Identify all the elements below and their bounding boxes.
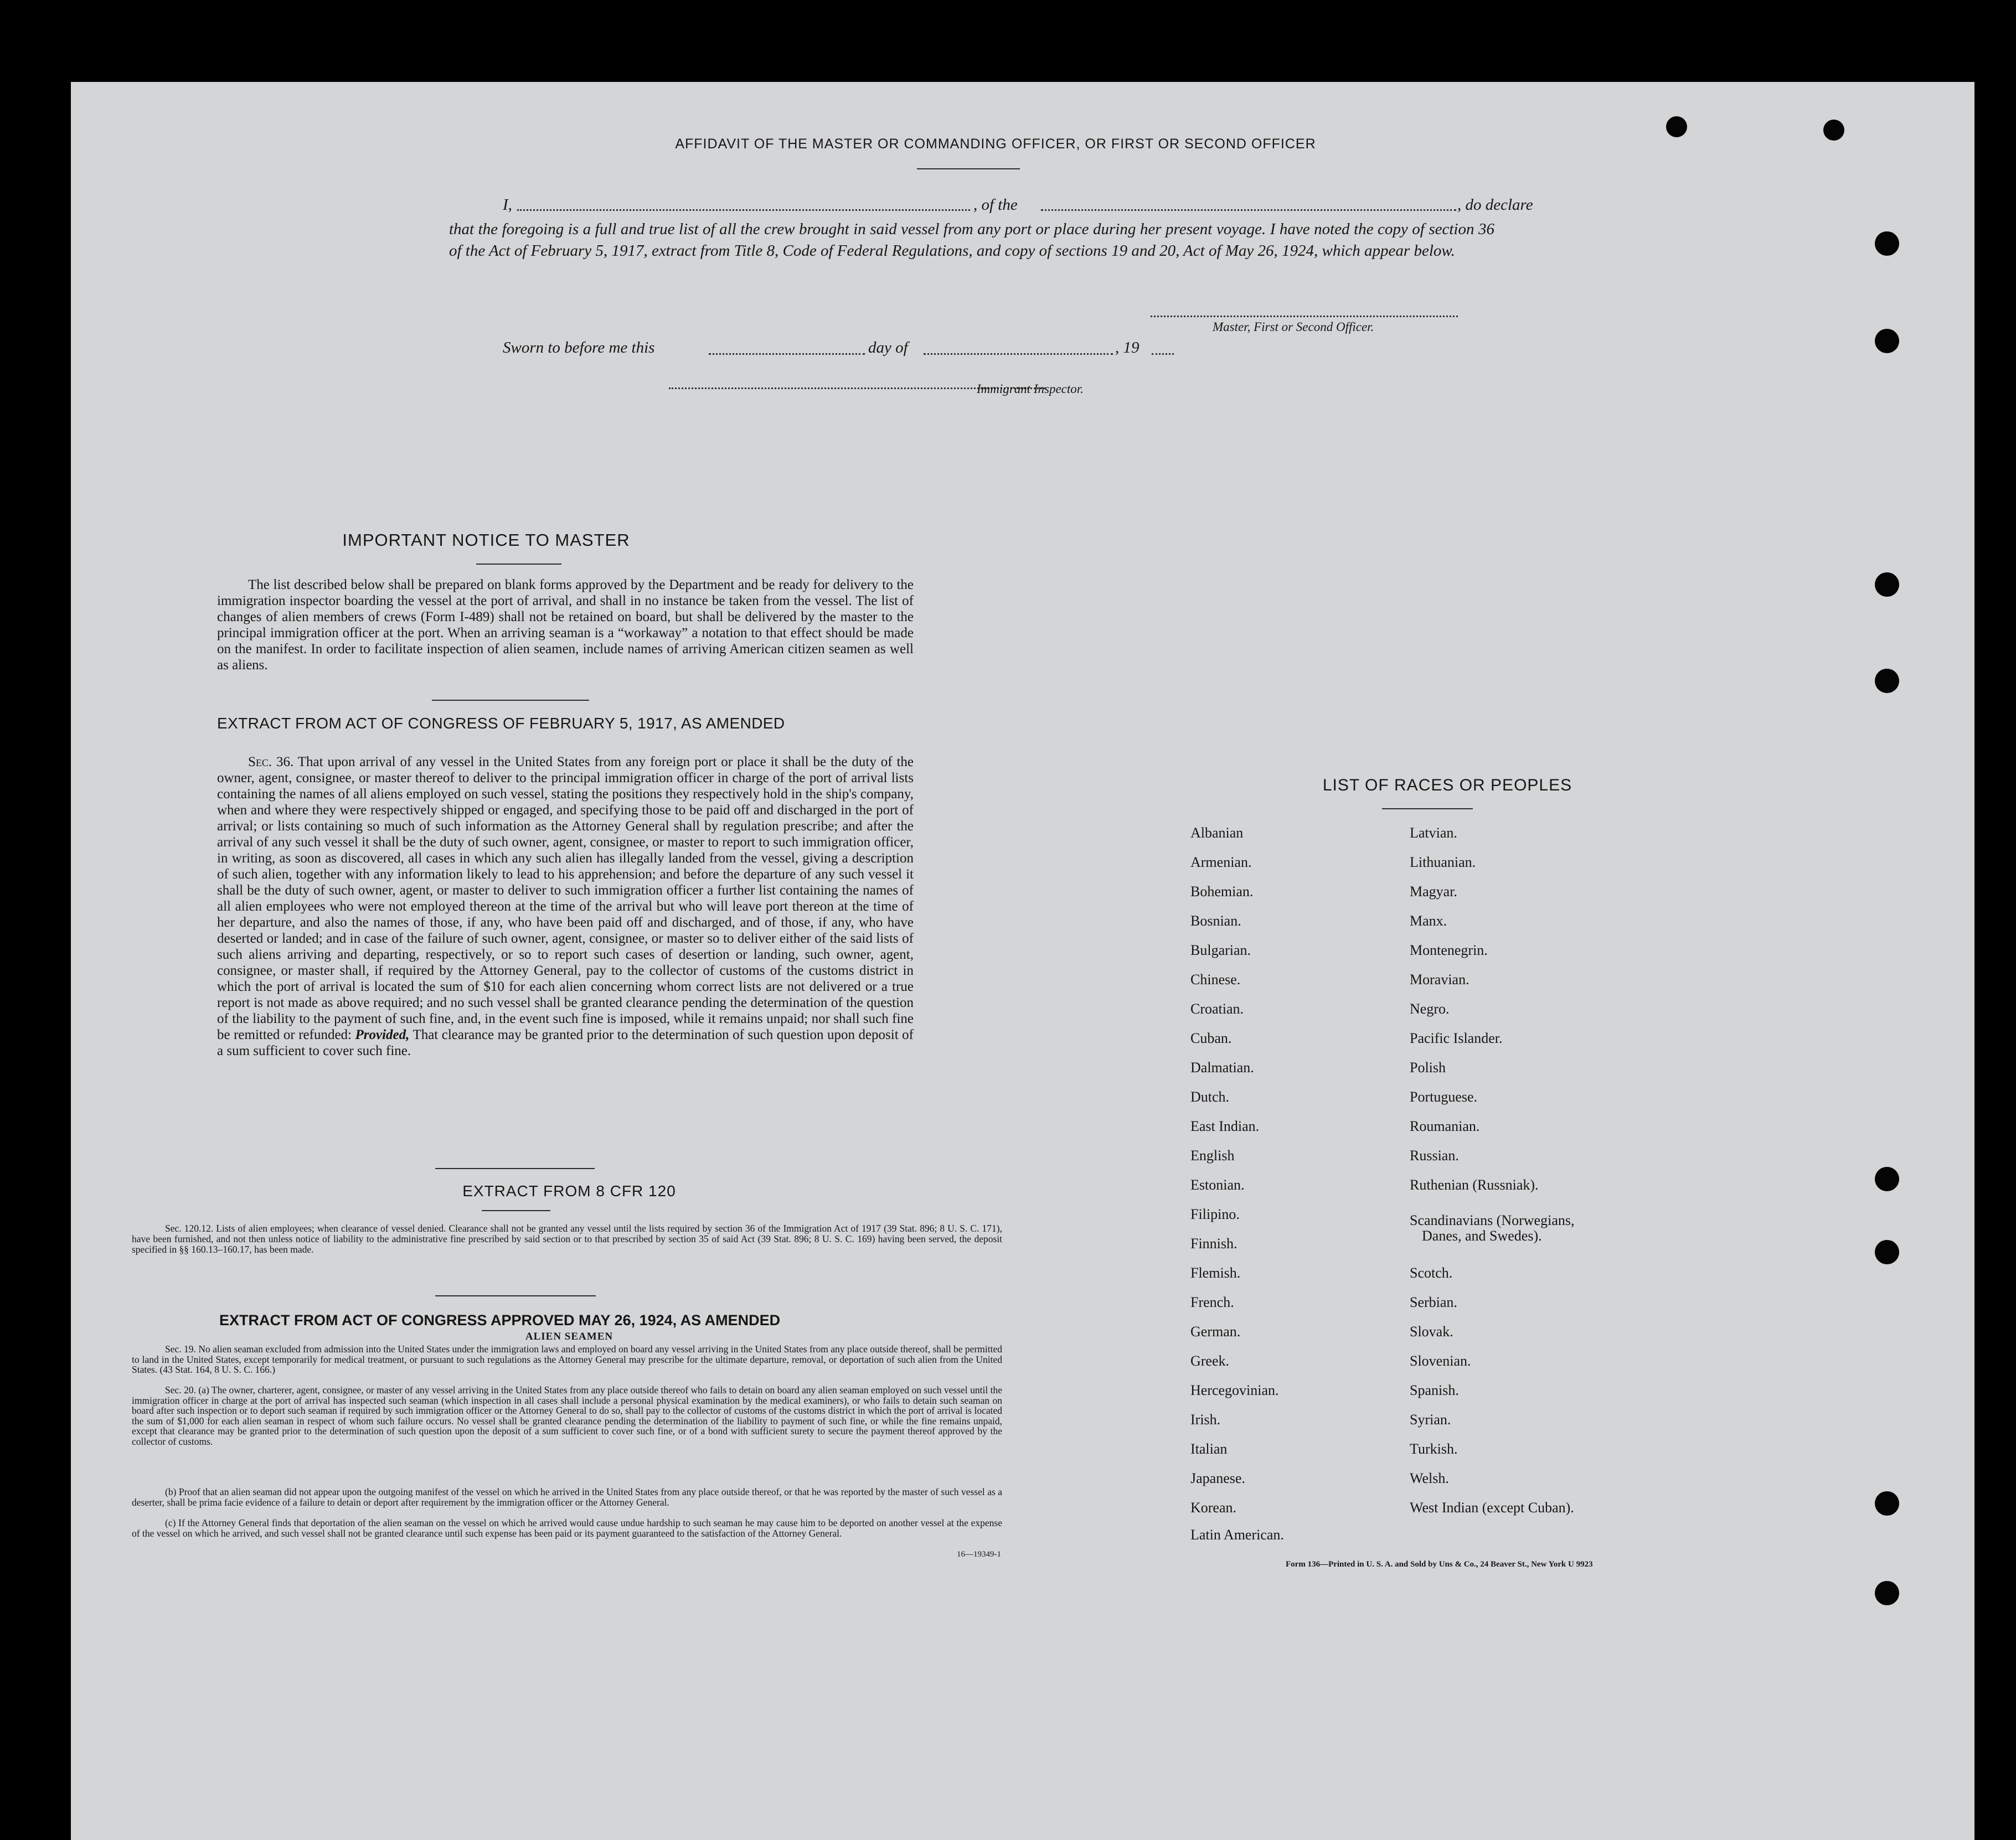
affidavit-name-label: I, [503,196,512,214]
race-item: Dalmatian. [1190,1059,1254,1076]
punch-hole [1875,669,1899,693]
cfr-text: Sec. 120.12. Lists of alien employees; when clearance of vessel denied. Clearance shall not be granted any vessel until the lists required by section 36 of the Immigration Act of 1917 (39 Stat. 896; 8 U. S. C. 171), have been furnished, and not then unless notice of liability to the administrative fine prescribed by said section or to that prescribed by section 35 of said Act (39 Stat. 896; 8 U. S. C. 169) having been served, the deposit specified in §§ 160.13–160.17, has been made. [132,1223,1002,1255]
race-item: French. [1190,1294,1234,1310]
sworn-month-field[interactable] [924,353,1113,355]
alien-seamen-subheading: ALIEN SEAMEN [525,1331,613,1342]
divider [917,168,1020,169]
print-code: 16—19349-1 [957,1550,1001,1559]
race-item: Irish. [1190,1412,1221,1428]
sworn-label: Sworn to before me this [503,339,655,356]
section-36-body: That upon arrival of any vessel in the United States from any foreign port or place it shall be the duty of the owner, agent, consignee, or master thereof to deliver to the principal immigration officer in charge of the port of arrival lists containing the names of all aliens employed on such vessel, stating the positions they respectively hold in the ship's company, when and where they were respectively shipped or engaged, and specifying those to be paid off and discharged in the port of arrival; or lists containing so much of such information as the Attorney General shall by regulation prescribe; and after the arrival of any such vessel it shall be the duty of such owner, agent, consignee, or master to report to such immigration officer, in writing, as soon as discovered, all cases in which any such alien has illegally landed from the vessel, giving a description of such alien, together with any information likely to lead to his apprehension; and before the departure of any such vessel it shall be the duty of such owner, agent, or master to deliver to such immigration officer a further list containing the names of all alien employees who were not employed thereon at the time of the arrival but who will leave port thereon at the time of her departure, and also the names of those, if any, who have been paid off and discharged, and of those, if any, who have deserted or landed; and in case of the failure of such owner, agent, consignee, or master so to deliver either of the said lists of such aliens arriving and departing, respectively, or so to report such cases of desertion or landing, such owner, agent, consignee, or master shall, if required by the Attorney General, pay to the collector of customs of the customs district in which the port of arrival is located the sum of $10 for each alien concerning whom correct lists are not delivered or a true report is not made as above required; and no such vessel shall be granted clearance pending the determination of the question of the liability to the payment of such fine, and, in the event such fine is imposed, while it remains unpaid; nor shall such fine be remitted or refunded: [217,754,914,1042]
provided-label: Provided, [355,1027,410,1042]
race-item: Bohemian. [1190,883,1254,900]
section-20a-text: Sec. 20. (a) The owner, charterer, agent, consignee, or master of any vessel arriving in the United States from any place outside thereof who fails to detain on board any alien seaman employed on such vessel until the immigration officer in charge at the port of arrival has inspected such seaman (which inspection in all cases shall include a personal physical examination by the medical examiners), or who fails to detain such seaman on board after such inspection or to deport such seaman if required by such immigration officer or the Attorney General to do so, shall pay to the collector of customs of the customs district in which the port of arrival is located the sum of $1,000 for each alien seaman in respect of whom such failure occurs. No vessel shall be granted clearance pending the determination of the liability to payment of such fine, or while the fine remains unpaid, except that clearance may be granted prior to the determination of such question upon the deposit of a sum sufficient to cover such fine, or of a bond with sufficient surety to secure the payment thereof approved by the collector of customs. [132,1384,1002,1447]
race-item: Polish [1410,1059,1446,1076]
race-item: Italian [1190,1441,1228,1457]
master-name-field[interactable] [517,209,970,211]
race-item: Portuguese. [1410,1089,1478,1105]
race-item: Ruthenian (Russniak). [1410,1177,1539,1193]
do-declare-label: , do declare [1457,196,1533,214]
race-item: Finnish. [1190,1236,1238,1252]
race-item: Slovenian. [1410,1353,1471,1369]
race-item: Dutch. [1190,1089,1230,1105]
race-item: English [1190,1148,1235,1164]
inspector-signature-label: Immigrant Inspector. [977,382,1084,396]
punch-hole [1875,1581,1899,1605]
divider [435,1168,595,1169]
section-20c-text: (c) If the Attorney General finds that deportation of the alien seaman on the vessel on which he arrived would cause undue hardship to such seaman he may cause him to be deported on another vessel at the expense of the vessel on which he arrived, and such vessel shall not be granted clearance until such expense has been paid or its payment guaranteed to the satisfaction of the Attorney General. [132,1517,1002,1539]
notice-text: The list described below shall be prepared on blank forms approved by the Department and be ready for delivery to the immigration inspector boarding the vessel at the port of arrival, and shall in no instance be taken from the vessel. The list of changes of alien members of crews (Form I-489) shall not be retained on board, but shall be delivered by the master to the principal immigration officer at the port. When an arriving seaman is a “workaway” a notation to that effect should be made on the manifest. In order to facilitate inspection of alien seamen, include names of arriving American citizen seamen as well as aliens. [217,577,914,673]
race-item: Latvian. [1410,825,1457,841]
race-item: Bulgarian. [1190,942,1251,958]
race-item: Bosnian. [1190,913,1241,929]
notice-heading: IMPORTANT NOTICE TO MASTER [342,530,630,550]
race-item: Syrian. [1410,1412,1451,1428]
punch-hole [1875,1491,1899,1516]
year-label: , 19 [1115,339,1140,356]
race-item: Turkish. [1410,1441,1458,1457]
affidavit-body: that the foregoing is a full and true list of all the crew brought in said vessel from any port or place during her present voyage. I have noted the copy of section 36 of the Act of February 5, 1917, extract from Title 8, Code of Federal Regulations, and copy of sections 19 and 20, Act of May 26, 1924, which appear below. [449,220,1494,260]
extract-1917-heading: EXTRACT FROM ACT OF CONGRESS OF FEBRUARY 5, 1917, AS AMENDED [217,715,785,732]
race-item: Japanese. [1190,1470,1245,1486]
race-item: Pacific Islander. [1410,1030,1503,1046]
section-19-text: Sec. 19. No alien seaman excluded from admission into the United States under the immigration laws and employed on board any vessel arriving in the United States from any place outside thereof, shall be permitted to land in the United States, except temporarily for medical treatment, or pursuant to such regulations as the Attorney General may prescribe for the ultimate departure, removal, or deportation of such alien from the United States. (43 Stat. 164, 8 U. S. C. 166.) [132,1343,1002,1375]
divider [1382,808,1473,809]
form-printer-line: Form 136—Printed in U. S. A. and Sold by Uns & Co., 24 Beaver St., New York U 9923 [1286,1560,1593,1569]
race-item: Greek. [1190,1353,1230,1369]
punch-hole [1875,572,1899,597]
race-item: Russian. [1410,1148,1459,1164]
document-page [71,82,1974,1840]
race-item: Albanian [1190,825,1244,841]
section-36-end: That clearance may be granted prior to the determination of such question upon deposit of a sum sufficient to cover such fine. [217,1027,914,1058]
race-item: Croatian. [1190,1001,1244,1017]
punch-hole [1875,329,1899,353]
race-item: Scotch. [1410,1265,1453,1281]
affidavit-heading: AFFIDAVIT OF THE MASTER OR COMMANDING OFFICER, OR FIRST OR SECOND OFFICER [675,136,1316,152]
divider [476,564,561,565]
race-item: Roumanian. [1410,1118,1480,1134]
race-item: Lithuanian. [1410,854,1476,870]
master-signature-field[interactable] [1151,316,1458,317]
race-item: Manx. [1410,913,1447,929]
race-item: East Indian. [1190,1118,1260,1134]
cfr-heading: EXTRACT FROM 8 CFR 120 [462,1182,676,1200]
race-item: Estonian. [1190,1177,1245,1193]
race-item: Spanish. [1410,1382,1459,1398]
section-20b-text: (b) Proof that an alien seaman did not appear upon the outgoing manifest of the vessel on which he arrived in the United States from any place outside thereof, or that he was reported by the master of such vessel as a deserter, shall be prima facie evidence of a failure to detain or deport after requirement by the immigration officer or the Attorney General. [132,1486,1002,1508]
race-item: Negro. [1410,1001,1450,1017]
section-36-label: Sec. 36. [248,754,294,769]
race-item: Slovak. [1410,1324,1453,1340]
race-item: Montenegrin. [1410,942,1488,958]
race-item: Moravian. [1410,971,1470,988]
punch-hole [1875,1167,1899,1191]
race-item: Flemish. [1190,1265,1241,1281]
divider [432,700,589,701]
punch-hole [1823,120,1844,141]
punch-hole [1666,116,1687,137]
day-of-label: day of [868,339,908,356]
race-item: Magyar. [1410,883,1457,900]
races-heading: LIST OF RACES OR PEOPLES [1322,776,1572,794]
race-item: Latin American. [1190,1527,1284,1543]
punch-hole [1875,231,1899,256]
sworn-year-field[interactable] [1152,353,1174,355]
race-item: Hercegovinian. [1190,1382,1279,1398]
race-item: Welsh. [1410,1470,1449,1486]
race-item: Scandinavians (Norwegians, [1410,1212,1575,1228]
punch-hole [1875,1240,1899,1264]
race-item: Cuban. [1190,1030,1232,1046]
race-item: Filipino. [1190,1206,1240,1222]
race-item: Korean. [1190,1500,1237,1516]
section-36-text [217,754,914,1059]
vessel-name-field[interactable] [1041,209,1456,211]
of-the-label: , of the [973,196,1018,214]
race-item: German. [1190,1324,1241,1340]
master-signature-label: Master, First or Second Officer. [1213,320,1374,334]
race-item: West Indian (except Cuban). [1410,1500,1574,1516]
race-item: Armenian. [1190,854,1252,870]
sworn-day-field[interactable] [709,353,865,355]
extract-1924-heading: EXTRACT FROM ACT OF CONGRESS APPROVED MAY 26, 1924, AS AMENDED [219,1312,781,1329]
race-item: Danes, and Swedes). [1422,1228,1542,1244]
divider [482,1210,550,1211]
race-item: Serbian. [1410,1294,1457,1310]
divider [435,1295,596,1296]
race-item: Chinese. [1190,971,1241,988]
